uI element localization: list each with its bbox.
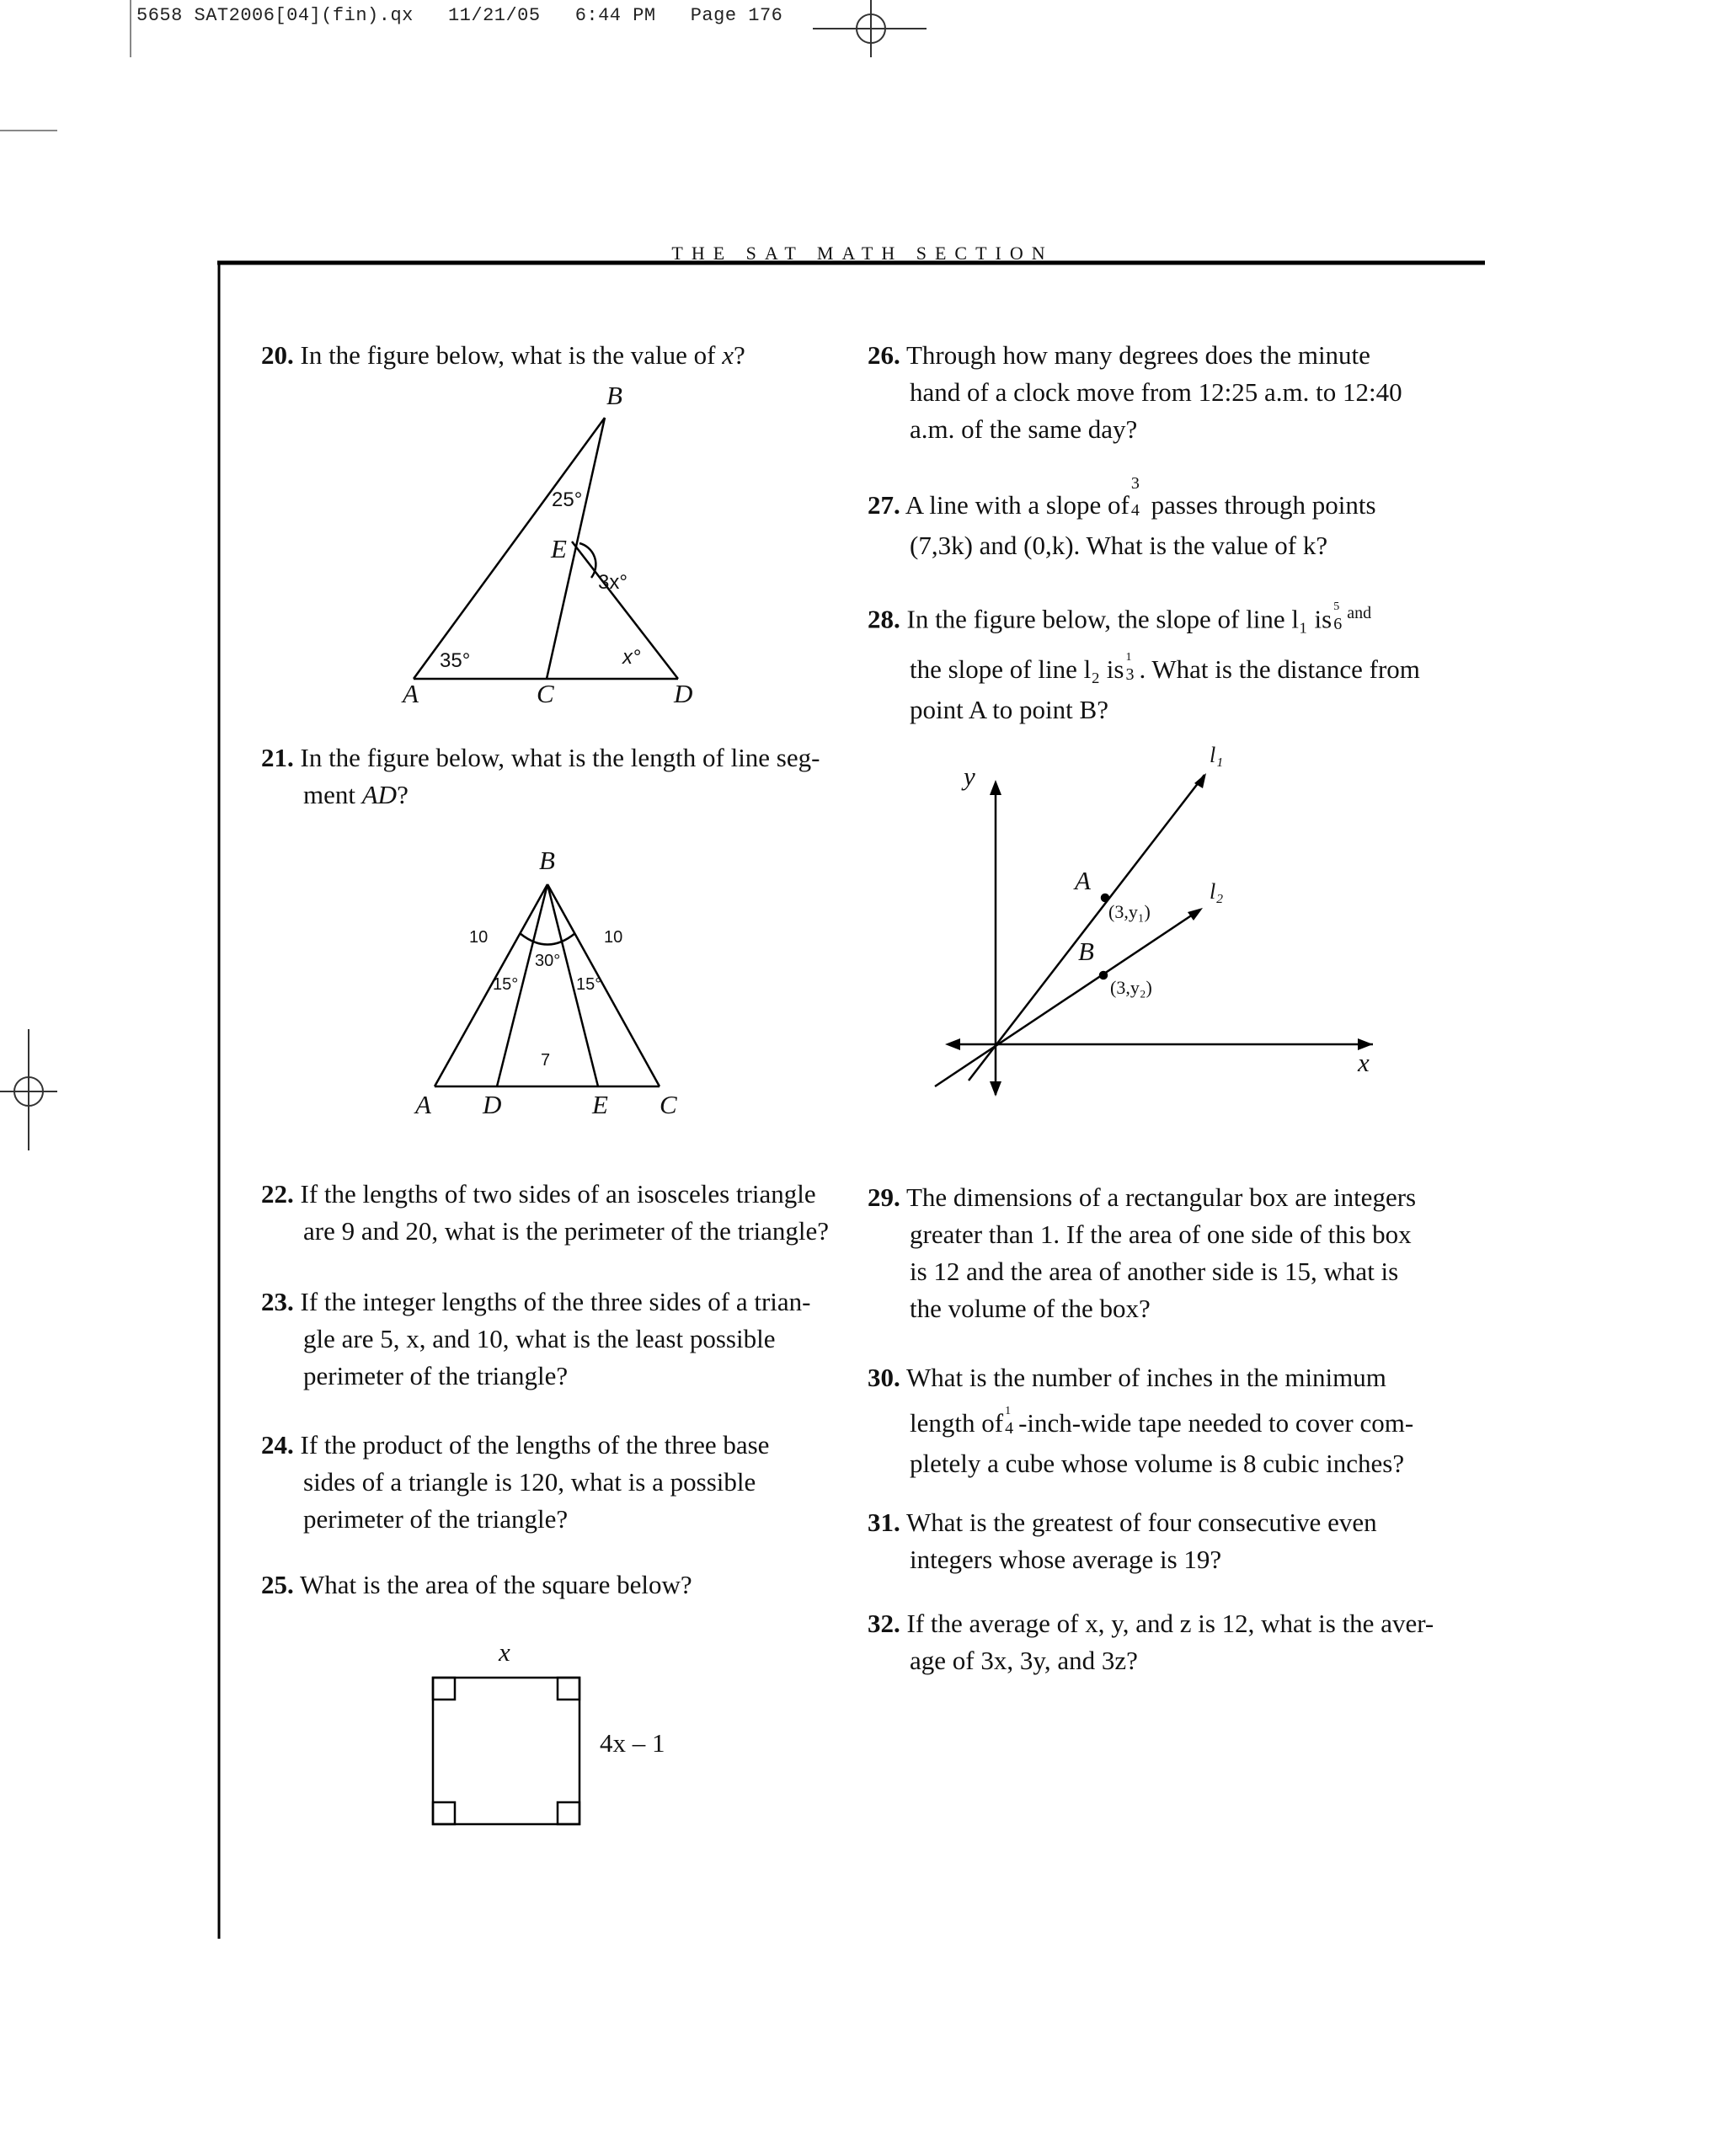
fig21-base-mid-label: 7 bbox=[541, 1051, 551, 1070]
fig25-label-top: x bbox=[499, 1637, 510, 1667]
fig28-point-B bbox=[1100, 972, 1107, 979]
question-text: In the figure below, what is the length of line seg- bbox=[300, 743, 820, 772]
question-end: ? bbox=[397, 780, 409, 809]
question-22 bbox=[261, 1176, 829, 1250]
question-text: passes through points bbox=[1151, 490, 1376, 520]
fraction-numerator: 5 bbox=[1333, 600, 1340, 614]
question-text: Through how many degrees does the minute bbox=[905, 340, 1370, 370]
question-text: pletely a cube whose volume is 8 cubic inches? bbox=[910, 1449, 1405, 1478]
question-text: perimeter of the triangle? bbox=[303, 1504, 569, 1534]
fig28-line-l1 bbox=[969, 775, 1204, 1081]
fraction-1-4 bbox=[1003, 1405, 1018, 1445]
question-text: sides of a triangle is 120, what is a possible bbox=[303, 1467, 756, 1497]
question-number: 32. bbox=[868, 1609, 900, 1638]
question-text: are 9 and 20, what is the perimeter of the triangle? bbox=[303, 1216, 830, 1246]
question-number: 29. bbox=[868, 1182, 900, 1212]
fraction-denominator: 3 bbox=[1125, 665, 1135, 685]
fig21-label-C: C bbox=[660, 1090, 677, 1119]
fig28-label-l1: l₁ bbox=[1210, 743, 1224, 767]
question-text: If the average of x, y, and z is 12, what is the aver- bbox=[906, 1609, 1434, 1638]
question-text: A line with a slope of bbox=[905, 490, 1130, 520]
question-text: What is the number of inches in the minimum bbox=[905, 1363, 1386, 1392]
question-variable: AD bbox=[361, 780, 398, 809]
fraction-numerator: 3 bbox=[1130, 474, 1140, 493]
fig21-side-AB bbox=[435, 884, 547, 1086]
figure-q20 bbox=[414, 418, 678, 679]
question-27 bbox=[868, 474, 1376, 564]
question-text: perimeter of the triangle? bbox=[303, 1361, 569, 1390]
question-number: 28. bbox=[868, 604, 900, 634]
fig20-label-C: C bbox=[537, 679, 554, 708]
fraction-denominator: 6 bbox=[1333, 615, 1343, 634]
fig21-label-E: E bbox=[592, 1090, 608, 1119]
fig21-label-B: B bbox=[539, 846, 555, 875]
question-28 bbox=[868, 595, 1420, 728]
question-text: If the product of the lengths of the three base bbox=[300, 1430, 770, 1460]
fig28-label-A: A bbox=[1075, 866, 1091, 895]
fig21-angle-arc bbox=[520, 933, 575, 945]
question-end: ? bbox=[734, 340, 745, 370]
question-26 bbox=[868, 337, 1402, 448]
fig28-label-B: B bbox=[1078, 937, 1094, 966]
fig21-angle-top: 30° bbox=[535, 952, 561, 970]
figure-q28 bbox=[935, 773, 1373, 1097]
question-31 bbox=[868, 1504, 1377, 1578]
fig21-label-A: A bbox=[415, 1090, 431, 1119]
fig28-label-x: x bbox=[1358, 1048, 1370, 1077]
fraction-1-3 bbox=[1124, 651, 1139, 691]
slug-date: 11/21/05 bbox=[447, 5, 541, 26]
question-text: If the lengths of two sides of an isosceles triangle bbox=[300, 1179, 816, 1209]
question-text: What is the area of the square below? bbox=[299, 1570, 692, 1599]
question-number: 24. bbox=[261, 1430, 294, 1460]
fig20-label-A: A bbox=[403, 679, 419, 708]
fig21-angle-right: 15° bbox=[576, 975, 602, 994]
fig20-angle-A: 35° bbox=[440, 649, 471, 672]
fig20-angle-D: x° bbox=[622, 646, 641, 669]
question-text: and bbox=[1347, 604, 1372, 622]
fig20-angle-E: 3x° bbox=[598, 571, 628, 594]
fraction-denominator: 4 bbox=[1005, 1419, 1014, 1438]
question-text: In the figure below, the slope of line l₁ is bbox=[906, 604, 1332, 634]
question-text: -inch-wide tape needed to cover com- bbox=[1018, 1408, 1414, 1438]
question-21 bbox=[261, 739, 820, 814]
question-number: 31. bbox=[868, 1508, 900, 1537]
fig21-angle-left: 15° bbox=[493, 975, 519, 994]
question-30 bbox=[868, 1359, 1413, 1482]
printer-slug bbox=[136, 5, 782, 26]
fig20-label-D: D bbox=[674, 679, 693, 708]
question-24 bbox=[261, 1427, 769, 1538]
question-text: gle are 5, x, and 10, what is the least possible bbox=[303, 1324, 776, 1353]
fig21-label-D: D bbox=[483, 1090, 502, 1119]
question-number: 22. bbox=[261, 1179, 294, 1209]
fig21-side-left-label: 10 bbox=[469, 928, 489, 947]
question-text: integers whose average is 19? bbox=[910, 1545, 1222, 1574]
question-23 bbox=[261, 1283, 811, 1395]
question-number: 23. bbox=[261, 1287, 294, 1316]
fraction-numerator: 1 bbox=[1125, 651, 1132, 664]
slug-file: 5658 SAT2006[04](fin).qx bbox=[136, 5, 414, 26]
question-text: The dimensions of a rectangular box are integers bbox=[905, 1182, 1417, 1212]
fig20-label-E: E bbox=[551, 534, 567, 563]
running-head: THE SAT MATH SECTION bbox=[671, 243, 1054, 264]
question-text: point A to point B? bbox=[910, 695, 1108, 725]
question-text: length of bbox=[910, 1408, 1004, 1438]
fraction-3-4 bbox=[1130, 474, 1145, 527]
fig21-side-right-label: 10 bbox=[604, 928, 623, 947]
question-text: a.m. of the same day? bbox=[910, 414, 1138, 444]
question-number: 26. bbox=[868, 340, 900, 370]
question-20 bbox=[261, 337, 745, 374]
fig28-label-y: y bbox=[964, 761, 975, 791]
question-number: 20. bbox=[261, 340, 294, 370]
question-variable: x bbox=[722, 340, 734, 370]
fig28-line-l2 bbox=[935, 910, 1200, 1086]
fig28-label-l2: l₂ bbox=[1210, 879, 1224, 904]
question-number: 21. bbox=[261, 743, 294, 772]
question-text: ment bbox=[303, 780, 355, 809]
slug-time: 6:44 PM bbox=[574, 5, 656, 26]
fraction-numerator: 1 bbox=[1005, 1405, 1012, 1417]
registration-target-top bbox=[813, 0, 927, 57]
question-25 bbox=[261, 1566, 692, 1604]
question-number: 30. bbox=[868, 1363, 900, 1392]
question-text: greater than 1. If the area of one side of this box bbox=[910, 1219, 1412, 1249]
question-text: the volume of the box? bbox=[910, 1294, 1151, 1323]
question-text: . What is the distance from bbox=[1139, 654, 1420, 685]
question-text: (7,3k) and (0,k). What is the value of k? bbox=[910, 531, 1328, 560]
figure-q25 bbox=[433, 1678, 579, 1824]
question-29 bbox=[868, 1179, 1416, 1327]
question-text: If the integer lengths of the three sides of a trian- bbox=[300, 1287, 811, 1316]
fig28-coord-B: (3,y₂) bbox=[1110, 977, 1152, 998]
fig25-label-side: 4x – 1 bbox=[600, 1728, 665, 1758]
question-text: age of 3x, 3y, and 3z? bbox=[910, 1646, 1138, 1675]
question-number: 25. bbox=[261, 1570, 294, 1599]
question-text: is 12 and the area of another side is 15, what is bbox=[910, 1257, 1399, 1286]
registration-target-left bbox=[0, 1029, 57, 1150]
fig28-coord-A: (3,y₁) bbox=[1108, 901, 1151, 922]
question-text: What is the greatest of four consecutive even bbox=[905, 1508, 1377, 1537]
question-32 bbox=[868, 1605, 1434, 1679]
fig28-point-A bbox=[1102, 894, 1108, 901]
slug-page: Page 176 bbox=[690, 5, 783, 26]
question-text: the slope of line l₂ is bbox=[910, 654, 1124, 685]
fraction-denominator: 4 bbox=[1130, 501, 1140, 520]
fig21-side-BC bbox=[547, 884, 660, 1086]
fig20-angle-B: 25° bbox=[552, 488, 583, 511]
question-text: hand of a clock move from 12:25 a.m. to 12:40 bbox=[910, 377, 1402, 407]
fig20-label-B: B bbox=[606, 381, 622, 410]
question-text: In the figure below, what is the value of bbox=[300, 340, 716, 370]
fraction-5-6 bbox=[1332, 600, 1347, 641]
question-number: 27. bbox=[868, 490, 900, 520]
